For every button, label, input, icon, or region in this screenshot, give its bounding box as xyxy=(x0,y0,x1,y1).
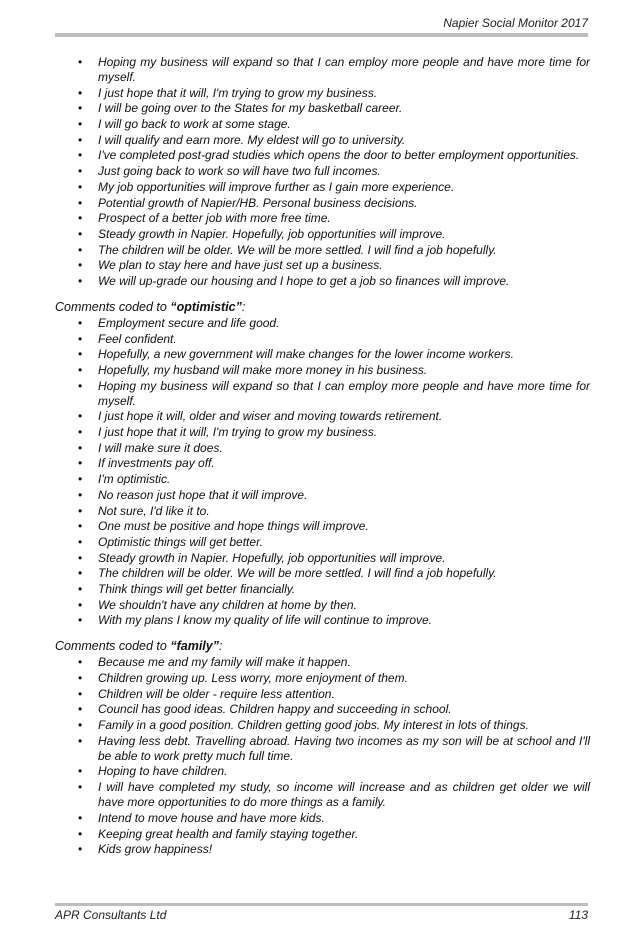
list-item-text: Hopefully, a new government will make changes for the lower income workers. xyxy=(98,347,514,362)
list-item-text: Hoping my business will expand so that I can employ more people and have more time for myself. xyxy=(98,378,590,408)
bullet-icon: • xyxy=(78,613,83,628)
list-item-text: We shouldn't have any children at home by then. xyxy=(98,597,357,612)
bullet-icon: • xyxy=(78,226,83,241)
list-item-text: Hoping to have children. xyxy=(98,764,228,779)
list-item xyxy=(55,598,590,613)
list-item-text: I will go back to work at some stage. xyxy=(98,117,291,132)
list-item xyxy=(55,274,590,289)
list-item-text: I will make sure it does. xyxy=(98,440,223,455)
bullet-icon: • xyxy=(78,519,83,534)
list-item-text: Employment secure and life good. xyxy=(98,315,280,330)
bullet-icon: • xyxy=(78,842,83,857)
bullet-icon: • xyxy=(78,472,83,487)
list-item xyxy=(55,196,590,211)
bullet-icon: • xyxy=(78,550,83,565)
list-item-text: I've completed post-grad studies which opens the door to better employment opportunities. xyxy=(98,148,580,163)
footer-company: APR Consultants Ltd xyxy=(55,908,167,922)
list-item-text: One must be positive and hope things will improve. xyxy=(98,519,369,534)
list-item-text: Hopefully, my husband will make more money in his business. xyxy=(98,363,428,377)
list-item xyxy=(55,613,590,628)
list-item-text: Intend to move house and have more kids. xyxy=(98,810,325,825)
bullet-icon: • xyxy=(78,733,83,748)
list-item xyxy=(55,811,590,826)
bullet-icon: • xyxy=(78,363,83,377)
list-item-text: Optimistic things will get better. xyxy=(98,534,263,549)
list-item-text: Family in a good position. Children getting good jobs. My interest in lots of things. xyxy=(98,718,529,733)
list-item xyxy=(55,504,590,519)
list-item-text: Potential growth of Napier/HB. Personal business decisions. xyxy=(98,195,418,210)
list-item-text: Keeping great health and family staying together. xyxy=(98,826,359,841)
list-item-text: I just hope that it will, I'm trying to grow my business. xyxy=(98,425,378,440)
list-item-text: Think things will get better financially. xyxy=(98,581,296,596)
list-item xyxy=(55,519,590,534)
list-item-text: We will up-grade our housing and I hope to get a job so finances will improve. xyxy=(98,273,510,288)
bullet-icon: • xyxy=(78,425,83,440)
list-item xyxy=(55,827,590,842)
list-item-text: Feel confident. xyxy=(98,331,177,346)
list-item-text: Prospect of a better job with more free time. xyxy=(98,211,331,226)
bullet-icon: • xyxy=(78,378,83,393)
list-item xyxy=(55,488,590,503)
list-item-text: Having less debt. Travelling abroad. Having two incomes as my son will be at school and I'll be able to work pretty much full time. xyxy=(98,733,590,763)
list-item xyxy=(55,211,590,226)
bullet-icon: • xyxy=(78,101,83,116)
list-item-text: I will have completed my study, so income will increase and as children get older we will have more opportunities to do more things as a family. xyxy=(98,780,590,810)
bullet-icon: • xyxy=(78,671,83,685)
list-item xyxy=(55,133,590,148)
list-item-text: With my plans I know my quality of life will continue to improve. xyxy=(98,613,433,628)
list-item-text: If investments pay off. xyxy=(98,456,215,471)
header-rule xyxy=(55,33,588,37)
list-item xyxy=(55,566,590,581)
bullet-icon: • xyxy=(78,686,83,701)
bullet-icon: • xyxy=(78,655,83,670)
list-item-text: I just hope it will, older and wiser and moving towards retirement. xyxy=(98,409,443,424)
list-item-text: The children will be older. We will be more settled. I will find a job hopefully. xyxy=(98,242,497,257)
list-item xyxy=(55,687,590,702)
list-item xyxy=(55,379,590,409)
list-item-text: Just going back to work so will have two full incomes. xyxy=(98,164,381,179)
list-item-text: Children will be older - require less attention. xyxy=(98,686,335,701)
list-item-text: Kids grow happiness! xyxy=(98,842,213,857)
list-item xyxy=(55,702,590,717)
bullet-icon: • xyxy=(78,503,83,518)
list-item-text: Hoping my business will expand so that I can employ more people and have more time for myself. xyxy=(98,55,590,84)
list-item xyxy=(55,363,590,378)
bullet-icon: • xyxy=(78,258,83,273)
bullet-icon: • xyxy=(78,456,83,471)
bullet-icon: • xyxy=(78,702,83,717)
list-item xyxy=(55,535,590,550)
list-item xyxy=(55,101,590,116)
list-item xyxy=(55,347,590,362)
list-item-text: Because me and my family will make it happen. xyxy=(98,655,351,670)
bullet-icon: • xyxy=(78,487,83,502)
list-item xyxy=(55,148,590,163)
bullet-icon: • xyxy=(78,331,83,346)
bullet-icon: • xyxy=(78,242,83,257)
list-item xyxy=(55,780,590,810)
list-item-text: I will qualify and earn more. My eldest will go to university. xyxy=(98,132,406,147)
list-item xyxy=(55,164,590,179)
list-item-text: I'm optimistic. xyxy=(98,472,171,487)
list-item xyxy=(55,671,590,686)
bullet-icon: • xyxy=(78,273,83,288)
list-item-text: I just hope that it will, I'm trying to grow my business. xyxy=(98,85,378,100)
bullet-icon: • xyxy=(78,581,83,596)
section-heading-family: Comments coded to “family”: xyxy=(55,639,223,654)
bullet-icon: • xyxy=(78,85,83,100)
bullet-icon: • xyxy=(78,440,83,455)
list-item xyxy=(55,718,590,733)
footer-rule xyxy=(55,903,588,906)
page-number: 113 xyxy=(568,908,588,922)
list-item xyxy=(55,551,590,566)
bullet-icon: • xyxy=(78,55,83,69)
list-item xyxy=(55,456,590,471)
list-item xyxy=(55,409,590,424)
list-item xyxy=(55,582,590,597)
page-body xyxy=(55,55,590,858)
list-item-text: My job opportunities will improve further as I gain more experience. xyxy=(98,179,455,194)
list-item xyxy=(55,472,590,487)
bullet-icon: • xyxy=(78,566,83,581)
bullet-icon: • xyxy=(78,179,83,194)
list-item-text: Steady growth in Napier. Hopefully, job opportunities will improve. xyxy=(98,226,446,241)
list-item xyxy=(55,332,590,347)
list-item xyxy=(55,258,590,273)
bullet-icon: • xyxy=(78,597,83,612)
bullet-icon: • xyxy=(78,117,83,132)
list-item-text: I will be going over to the States for my basketball career. xyxy=(98,101,403,116)
bullet-icon: • xyxy=(78,810,83,825)
bullet-icon: • xyxy=(78,132,83,147)
list-item-text: We plan to stay here and have just set up a business. xyxy=(98,258,383,273)
list-item xyxy=(55,227,590,242)
list-item xyxy=(55,180,590,195)
list-item-text: Not sure, I'd like it to. xyxy=(98,503,210,518)
list-item-text: Steady growth in Napier. Hopefully, job opportunities will improve. xyxy=(98,550,446,565)
list-item-text: Council has good ideas. Children happy and succeeding in school. xyxy=(98,702,452,717)
list-item xyxy=(55,655,590,670)
bullet-icon: • xyxy=(78,764,83,779)
bullet-icon: • xyxy=(78,780,83,795)
list-item xyxy=(55,764,590,779)
bullet-icon: • xyxy=(78,315,83,330)
list-item xyxy=(55,243,590,258)
list-item xyxy=(55,842,590,857)
list-item xyxy=(55,117,590,132)
list-item-text: Children growing up. Less worry, more enjoyment of them. xyxy=(98,671,408,685)
intro-comment-list xyxy=(55,55,590,289)
bullet-icon: • xyxy=(78,148,83,163)
list-item xyxy=(55,441,590,456)
section-heading-optimistic: Comments coded to “optimistic”: xyxy=(55,299,246,314)
list-item xyxy=(55,734,590,764)
list-item xyxy=(55,316,590,331)
bullet-icon: • xyxy=(78,534,83,549)
optimistic-comment-list xyxy=(55,316,590,628)
list-item xyxy=(55,55,590,85)
list-item xyxy=(55,86,590,101)
family-comment-list xyxy=(55,655,590,857)
bullet-icon: • xyxy=(78,409,83,424)
bullet-icon: • xyxy=(78,164,83,179)
bullet-icon: • xyxy=(78,195,83,210)
list-item-text: The children will be older. We will be more settled. I will find a job hopefully. xyxy=(98,566,497,581)
bullet-icon: • xyxy=(78,211,83,226)
bullet-icon: • xyxy=(78,718,83,733)
running-header-title: Napier Social Monitor 2017 xyxy=(443,16,588,30)
list-item xyxy=(55,425,590,440)
list-item-text: No reason just hope that it will improve. xyxy=(98,487,308,502)
bullet-icon: • xyxy=(78,347,83,362)
bullet-icon: • xyxy=(78,826,83,841)
